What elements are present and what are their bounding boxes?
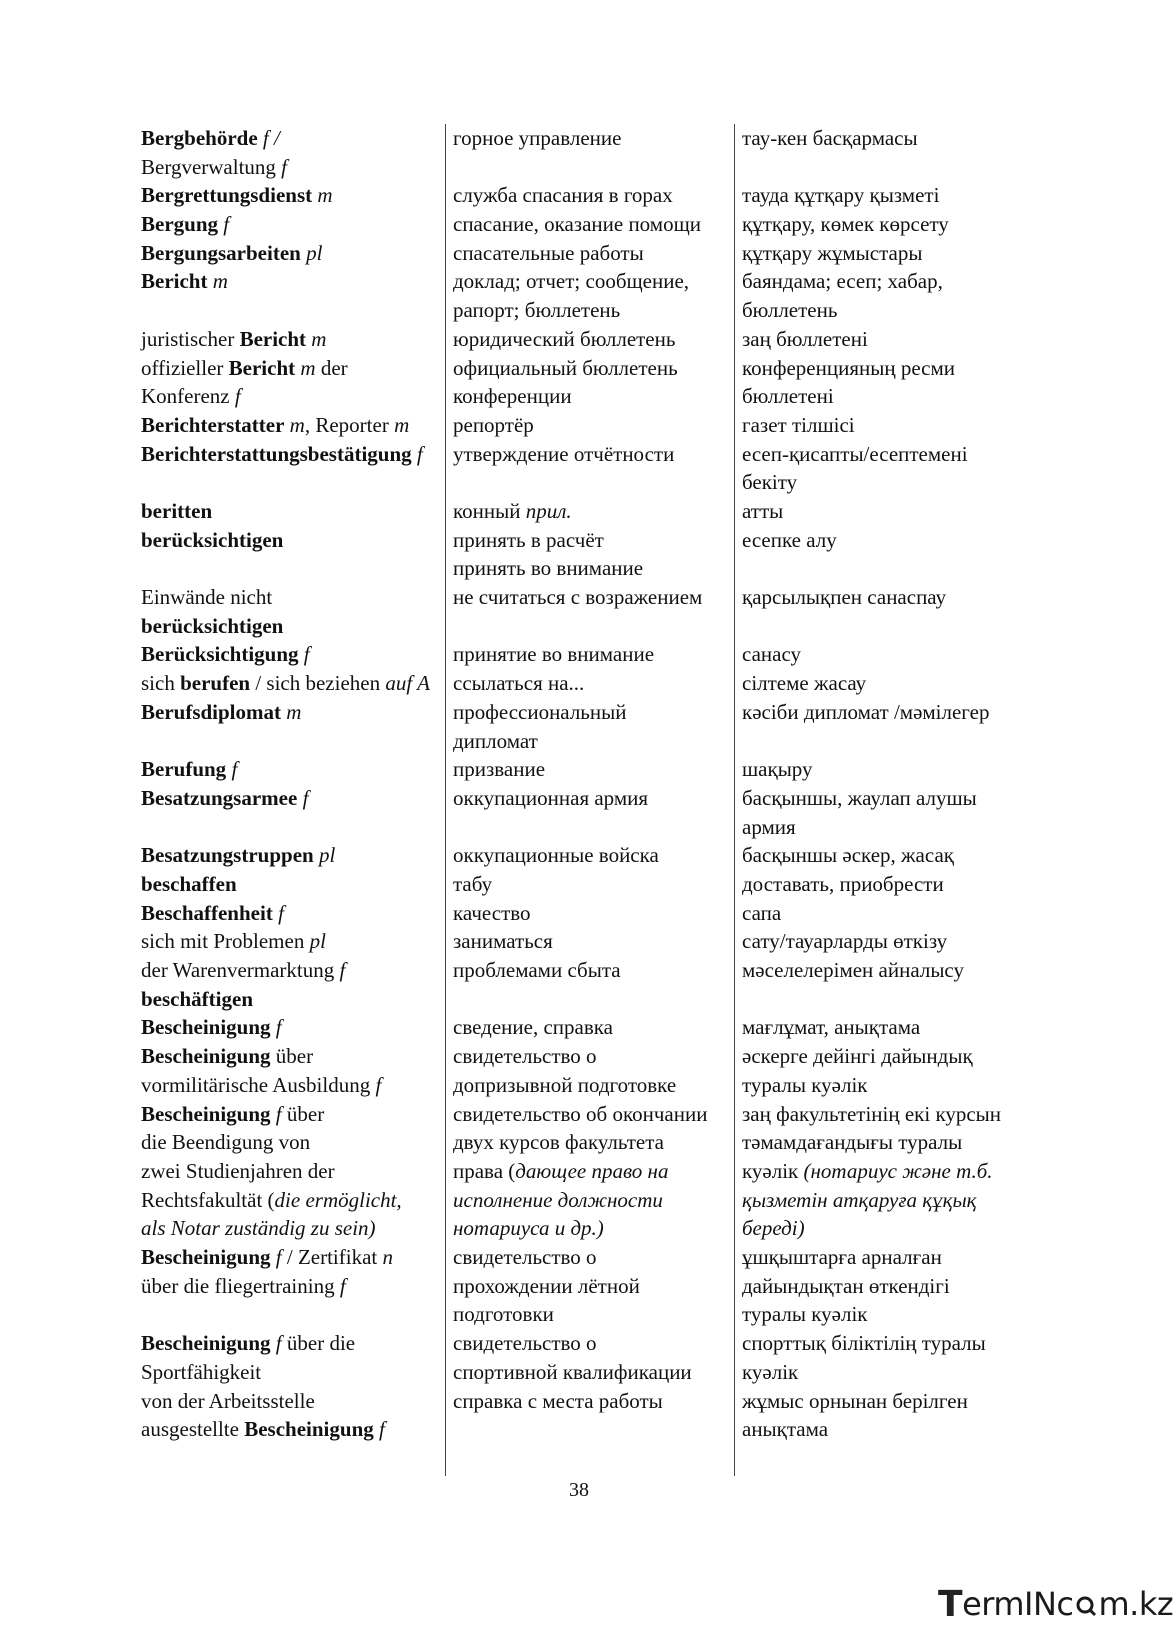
glossary-row: [0, 411, 1158, 440]
logo-prefix: T: [938, 1583, 963, 1625]
glossary-row: [0, 124, 1158, 181]
german-term: Berücksichtigung f: [141, 642, 310, 667]
kazakh-translation: газет тілшісі: [742, 412, 855, 437]
german-term: Bericht m: [141, 269, 228, 294]
glossary-row: [0, 1329, 1158, 1386]
russian-translation: свидетельство о прохождении лётной подготовки: [453, 1245, 640, 1327]
kazakh-translation: санасу: [742, 642, 802, 667]
glossary-row: [0, 440, 1158, 497]
logo-suffix: m.kz: [1098, 1585, 1173, 1623]
glossary-row: [0, 841, 1158, 870]
russian-translation: репортёр: [453, 412, 534, 437]
russian-translation: не считаться с возражением: [453, 585, 703, 610]
german-term: Einwände nicht berücksichtigen: [141, 585, 284, 638]
glossary-row: [0, 669, 1158, 698]
kazakh-translation: доставать, приобрести: [742, 872, 944, 896]
glossary-row: [0, 1243, 1158, 1329]
german-term: beschaffen: [141, 872, 237, 896]
logo-middle: ermINc: [962, 1585, 1074, 1623]
kazakh-translation: сату/тауарларды өткізу мәселелерімен айналысу: [742, 929, 964, 983]
german-term: Berichterstatter m, Reporter m: [141, 412, 410, 437]
glossary-row: [0, 899, 1158, 928]
kazakh-translation: тау-кен басқармасы: [742, 126, 918, 150]
german-term: Besatzungsarmee f: [141, 785, 309, 810]
russian-translation: служба спасания в горах: [453, 183, 673, 208]
german-term: Bergbehörde f / Bergverwaltung f: [141, 126, 288, 179]
russian-translation: качество: [453, 900, 531, 925]
magnifier-icon: [1075, 1593, 1097, 1615]
kazakh-translation: басқыншы әскер, жасақ: [742, 843, 954, 868]
kazakh-translation: спорттық біліктілің туралы куәлік: [742, 1331, 986, 1384]
kazakh-translation: жұмыс орнынан берілген анықтама: [742, 1388, 968, 1442]
russian-translation: справка с места работы: [453, 1388, 663, 1413]
german-term: Bescheinigung f / Zertifikat n über die fliegertraining f: [141, 1245, 394, 1298]
russian-translation: конный прил.: [453, 499, 572, 523]
glossary-row: [0, 583, 1158, 640]
page-number: 38: [569, 1479, 589, 1501]
russian-translation: свидетельство о допризывной подготовке: [453, 1044, 677, 1097]
kazakh-translation: есепке алу: [742, 527, 837, 552]
kazakh-translation: құтқару, көмек көрсету: [742, 212, 949, 237]
german-term: sich mit Problemen pl der Warenvermarktung f beschäftigen: [141, 929, 346, 1011]
glossary-table: [0, 124, 1158, 1444]
glossary-row: [0, 698, 1158, 755]
german-term: Bergrettungsdienst m: [141, 183, 333, 208]
glossary-row: [0, 354, 1158, 411]
russian-translation: профессиональный дипломат: [453, 699, 627, 753]
german-term: Berichterstattungsbestätigung f: [141, 441, 423, 466]
german-term: Bescheinigung f: [141, 1015, 282, 1040]
german-term: juristischer Bericht m: [141, 326, 327, 351]
german-term: berücksichtigen: [141, 527, 284, 552]
kazakh-translation: тауда құтқару қызметі: [742, 183, 940, 208]
russian-translation: табу: [453, 872, 493, 896]
german-term: Berufsdiplomat m: [141, 699, 302, 724]
kazakh-translation: құтқару жұмыстары: [742, 240, 923, 265]
glossary-row: [0, 1013, 1158, 1042]
kazakh-translation: атты: [742, 499, 784, 523]
glossary-row: [0, 239, 1158, 268]
russian-translation: доклад; отчет; сообщение, рапорт; бюллетень: [453, 269, 690, 323]
glossary-row: [0, 1100, 1158, 1244]
russian-translation: призвание: [453, 757, 546, 782]
russian-translation: официальный бюллетень конференции: [453, 355, 678, 409]
kazakh-translation: есеп-қисапты/есептемені бекіту: [742, 441, 968, 495]
kazakh-translation: ұшқыштарға арналған дайындықтан өткендігі туралы куәлік: [742, 1245, 950, 1327]
german-term: beritten: [141, 499, 213, 523]
german-term: Beschaffenheit f: [141, 900, 284, 925]
russian-translation: спасание, оказание помощи: [453, 212, 701, 237]
russian-translation: горное управление: [453, 126, 622, 150]
glossary-row: [0, 267, 1158, 324]
kazakh-translation: конференцияның ресми бюллетені: [742, 355, 956, 409]
german-term: Besatzungstruppen pl: [141, 843, 336, 868]
glossary-row: [0, 784, 1158, 841]
russian-translation: сведение, справка: [453, 1015, 613, 1040]
russian-translation: свидетельство об окончании двух курсов факультета права (дающее право на исполнение должности нотариуса и др.): [453, 1101, 708, 1241]
german-term: Bescheinigung f über die Sportfähigkeit: [141, 1331, 356, 1384]
glossary-row: [0, 325, 1158, 354]
russian-translation: оккупационные войска: [453, 843, 659, 868]
glossary-row: [0, 210, 1158, 239]
glossary-row: [0, 927, 1158, 1013]
german-term: Bergung f: [141, 212, 230, 237]
kazakh-translation: заң бюллетені: [742, 326, 868, 351]
russian-translation: спасательные работы: [453, 240, 644, 265]
russian-translation: свидетельство о спортивной квалификации: [453, 1331, 692, 1384]
russian-translation: юридический бюллетень: [453, 326, 676, 351]
kazakh-translation: шақыру: [742, 757, 813, 782]
glossary-row: [0, 755, 1158, 784]
russian-translation: оккупационная армия: [453, 785, 649, 810]
kazakh-translation: әскерге дейінгі дайындық туралы куәлік: [742, 1044, 973, 1097]
kazakh-translation: сапа: [742, 900, 782, 925]
russian-translation: утверждение отчётности: [453, 441, 675, 466]
glossary-row: [0, 1042, 1158, 1099]
glossary-row: [0, 640, 1158, 669]
glossary-row: [0, 870, 1158, 899]
russian-translation: заниматься проблемами сбыта: [453, 929, 621, 983]
termincom-logo[interactable]: [938, 1583, 1173, 1625]
german-term: von der Arbeitsstelle ausgestellte Bescheinigung f: [141, 1388, 385, 1442]
kazakh-translation: қарсылықпен санаспау: [742, 585, 947, 610]
kazakh-translation: мағлұмат, анықтама: [742, 1015, 921, 1040]
russian-translation: принятие во внимание: [453, 642, 655, 667]
german-term: Berufung f: [141, 757, 238, 782]
russian-translation: ссылаться на...: [453, 671, 585, 696]
german-term: Bescheinigung f über die Beendigung von zwei Studienjahren der Rechtsfakultät (die ermöglicht, als Notar zuständig zu sein): [141, 1101, 402, 1241]
glossary-row: [0, 526, 1158, 583]
kazakh-translation: баяндама; есеп; хабар, бюллетень: [742, 269, 943, 323]
german-term: offizieller Bericht m der Konferenz f: [141, 355, 348, 409]
glossary-row: [0, 497, 1158, 526]
kazakh-translation: заң факультетінің екі курсын тәмамдағандығы туралы куәлік (нотариус және т.б. қызметін атқаруға құқық береді): [742, 1101, 1002, 1241]
glossary-row: [0, 181, 1158, 210]
kazakh-translation: сілтеме жасау: [742, 671, 867, 696]
german-term: Bescheinigung über vormilitärische Ausbildung f: [141, 1044, 382, 1097]
kazakh-translation: кәсіби дипломат /мәмілегер: [742, 699, 990, 724]
kazakh-translation: басқыншы, жаулап алушы армия: [742, 785, 977, 839]
glossary-row: [0, 1387, 1158, 1444]
german-term: sich berufen / sich beziehen auf A: [141, 671, 430, 696]
russian-translation: принять в расчёт принять во внимание: [453, 527, 644, 581]
german-term: Bergungsarbeiten pl: [141, 240, 323, 265]
